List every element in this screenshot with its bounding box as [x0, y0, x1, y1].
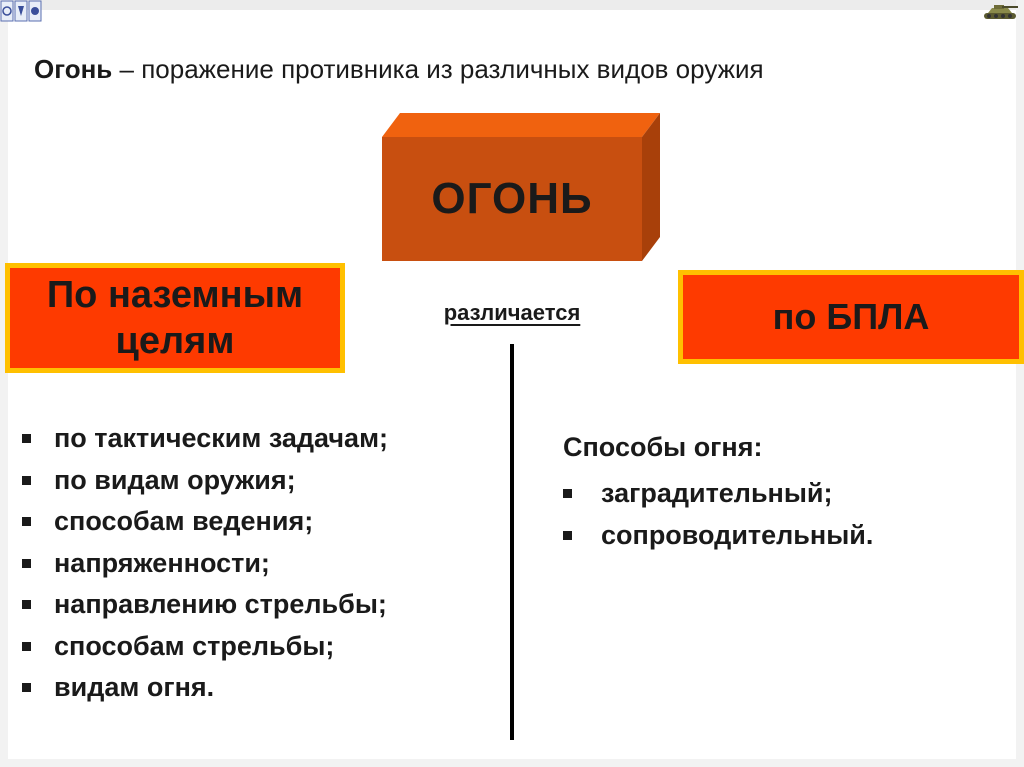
bullet-icon	[22, 642, 31, 651]
right-node-uav	[678, 270, 1024, 364]
criteria-item-text: направлению стрельбы;	[54, 589, 387, 619]
left-node-label: По наземным целям	[46, 274, 304, 362]
center-node-fire	[382, 113, 660, 261]
vertical-divider	[510, 344, 514, 740]
criteria-item-text: по видам оружия;	[54, 464, 296, 495]
tank-icon	[980, 2, 1020, 22]
slide-subtitle	[34, 52, 1014, 86]
criteria-item-text: напряженности;	[54, 547, 270, 578]
slide-frame-bottom	[0, 759, 1024, 767]
left-criteria-list	[22, 418, 388, 709]
bullet-icon	[22, 559, 31, 568]
fire-methods-list	[563, 473, 873, 556]
criteria-item	[22, 501, 388, 543]
criteria-item-text: способам стрельбы;	[54, 630, 335, 661]
slide-frame-top	[0, 0, 1024, 10]
fire-method-item-text: сопроводительный.	[601, 519, 874, 550]
bullet-icon	[22, 600, 31, 609]
relation-label: различается	[443, 300, 581, 325]
criteria-item	[22, 667, 388, 709]
criteria-item	[22, 543, 388, 585]
fire-method-item	[563, 473, 873, 515]
bullet-icon	[563, 531, 572, 540]
criteria-item	[22, 460, 388, 502]
fire-method-item	[563, 515, 873, 557]
left-node-ground-targets	[5, 263, 345, 373]
bullet-icon	[22, 476, 31, 485]
criteria-item-text: по тактическим задачам;	[54, 423, 389, 453]
center-node-top-face	[382, 113, 660, 137]
bullet-icon	[22, 517, 31, 526]
bullet-icon	[22, 434, 31, 443]
criteria-item-text: видам огня.	[54, 672, 215, 702]
bullet-icon	[563, 489, 572, 498]
right-node-label: по БПЛА	[772, 296, 930, 337]
fire-methods-title: Способы огня:	[563, 432, 763, 462]
slide-frame-left	[0, 0, 8, 767]
bullet-icon	[22, 683, 31, 692]
emblem-icon	[0, 0, 44, 24]
criteria-item	[22, 418, 388, 460]
criteria-item	[22, 584, 388, 626]
center-node-label: ОГОНЬ	[431, 174, 593, 223]
slide-frame-right	[1016, 0, 1024, 767]
criteria-item	[22, 626, 388, 668]
center-node-side-face	[642, 113, 660, 261]
fire-method-item-text: заградительный;	[601, 478, 833, 508]
subtitle-definition: – поражение противника из различных видов оружия	[112, 54, 764, 84]
criteria-item-text: способам ведения;	[54, 506, 314, 536]
subtitle-term: Огонь	[34, 54, 113, 84]
